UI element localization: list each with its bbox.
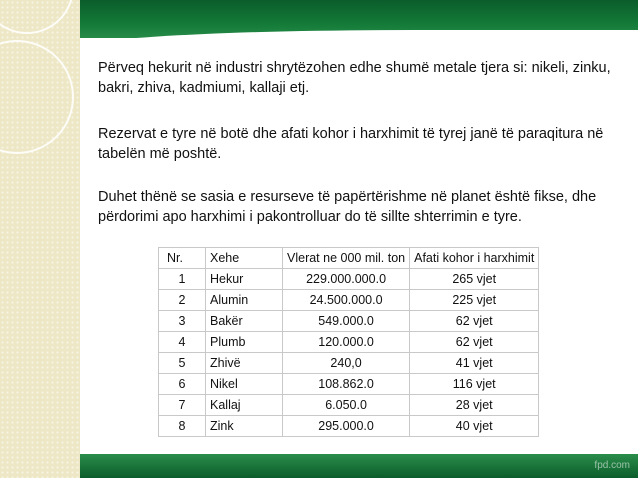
cell-vlerat: 108.862.0 xyxy=(283,374,410,395)
header-vlerat: Vlerat ne 000 mil. ton xyxy=(283,248,410,269)
table-row xyxy=(159,416,539,437)
cell-xehe: Bakër xyxy=(206,311,283,332)
cell-nr: 6 xyxy=(159,374,206,395)
cell-vlerat: 6.050.0 xyxy=(283,395,410,416)
table-header-row xyxy=(159,248,539,269)
cell-xehe: Zhivë xyxy=(206,353,283,374)
reserves-table xyxy=(158,247,539,437)
cell-nr: 1 xyxy=(159,269,206,290)
header-xehe: Xehe xyxy=(206,248,283,269)
cell-afati: 62 vjet xyxy=(410,332,539,353)
paragraph-reserves: Rezervat e tyre në botë dhe afati kohor i harxhimit të tyrej janë të paraqitura në tabelën më poshtë. xyxy=(98,126,604,162)
table-row xyxy=(159,374,539,395)
cell-xehe: Zink xyxy=(206,416,283,437)
cell-nr: 8 xyxy=(159,416,206,437)
cell-xehe: Alumin xyxy=(206,290,283,311)
cell-vlerat: 240,0 xyxy=(283,353,410,374)
cell-afati: 225 vjet xyxy=(410,290,539,311)
table-row xyxy=(159,353,539,374)
cell-vlerat: 24.500.000.0 xyxy=(283,290,410,311)
cell-nr: 3 xyxy=(159,311,206,332)
paragraph-metals: Përveq hekurit në industri shrytëzohen edhe shumë metale tjera si: nikeli, zinku, bakri, zhiva, kadmiumi, kallaji etj. xyxy=(98,60,611,96)
cell-vlerat: 549.000.0 xyxy=(283,311,410,332)
watermark: fpd.com xyxy=(594,460,630,471)
cell-afati: 40 vjet xyxy=(410,416,539,437)
cell-nr: 4 xyxy=(159,332,206,353)
cell-afati: 265 vjet xyxy=(410,269,539,290)
cell-vlerat: 120.000.0 xyxy=(283,332,410,353)
cell-afati: 41 vjet xyxy=(410,353,539,374)
table-row xyxy=(159,290,539,311)
table-row xyxy=(159,395,539,416)
header-afati: Afati kohor i harxhimit xyxy=(410,248,539,269)
cell-xehe: Nikel xyxy=(206,374,283,395)
cell-afati: 62 vjet xyxy=(410,311,539,332)
cell-nr: 5 xyxy=(159,353,206,374)
table-row xyxy=(159,269,539,290)
table-row xyxy=(159,311,539,332)
cell-xehe: Hekur xyxy=(206,269,283,290)
header-nr: Nr. xyxy=(159,248,206,269)
paragraph-nonrenewable: Duhet thënë se sasia e resurseve të papërtërishme në planet është fikse, dhe përdorimi apo harxhimi i pakontrolluar do të sillte shterrimin e tyre. xyxy=(98,189,597,225)
footer-band xyxy=(80,454,638,478)
table-row xyxy=(159,332,539,353)
cell-nr: 7 xyxy=(159,395,206,416)
cell-afati: 116 vjet xyxy=(410,374,539,395)
cell-xehe: Kallaj xyxy=(206,395,283,416)
cell-vlerat: 229.000.000.0 xyxy=(283,269,410,290)
cell-xehe: Plumb xyxy=(206,332,283,353)
cell-afati: 28 vjet xyxy=(410,395,539,416)
cell-vlerat: 295.000.0 xyxy=(283,416,410,437)
cell-nr: 2 xyxy=(159,290,206,311)
